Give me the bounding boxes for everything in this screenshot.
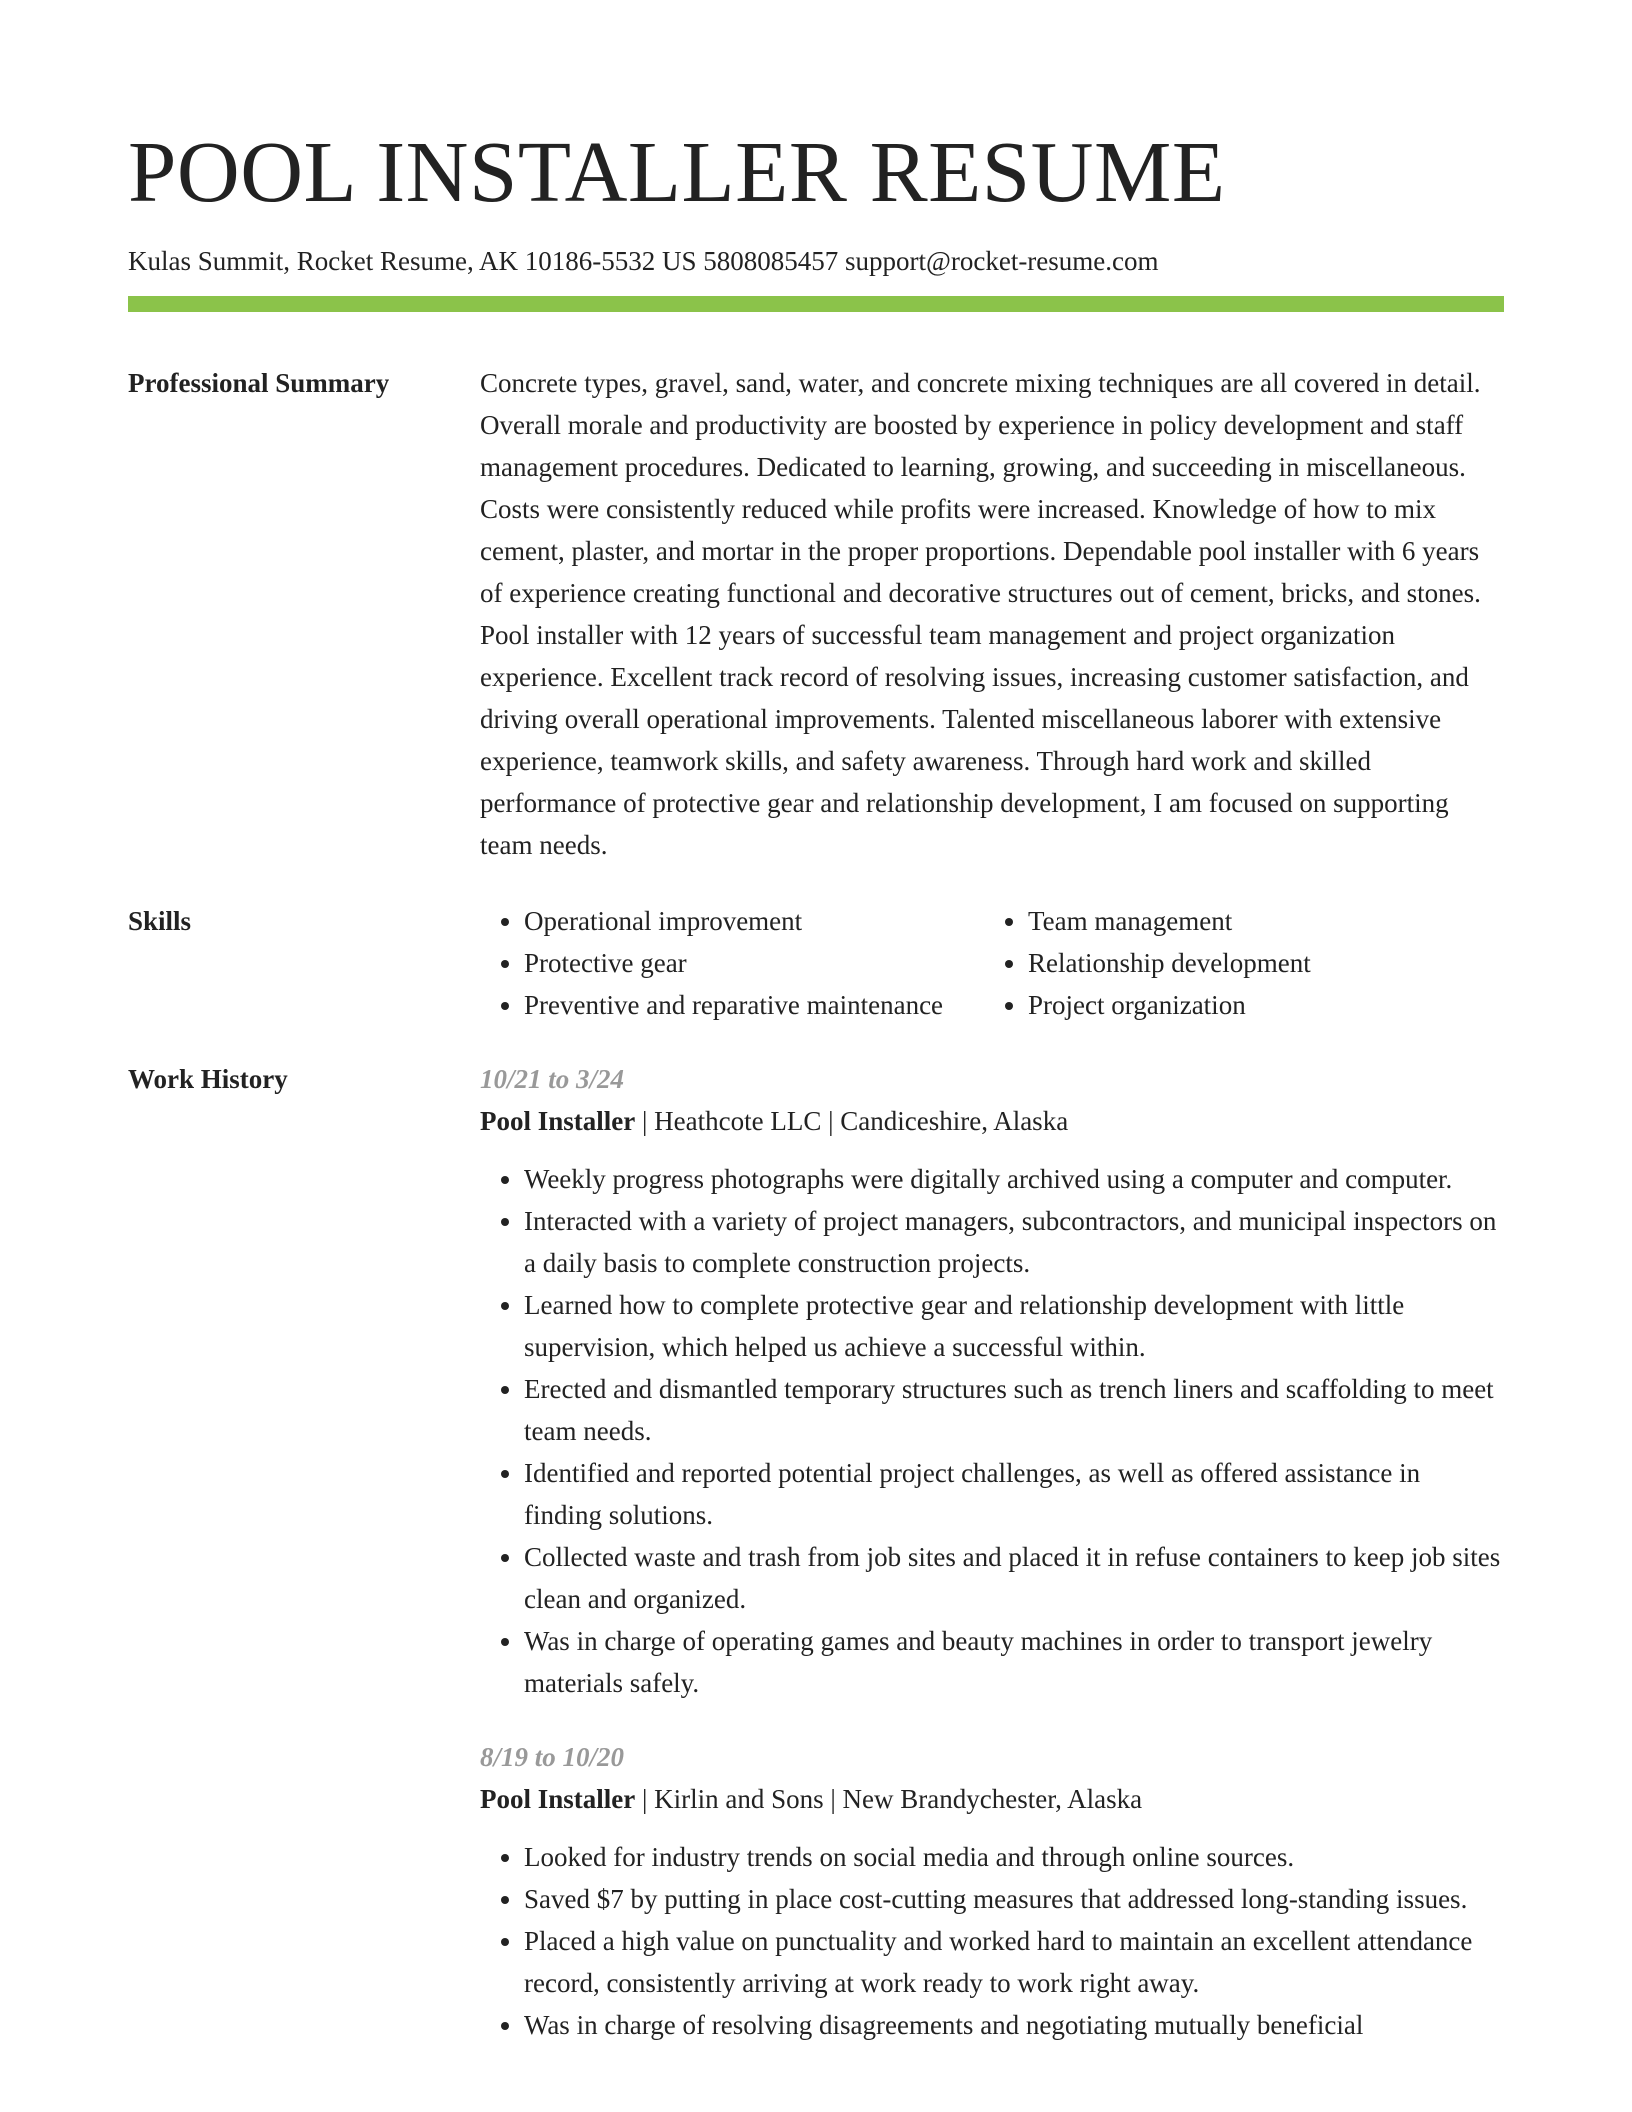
job-bullet: • Learned how to complete protective gear and relationship development with little supervision, which helped us achieve a successful within. — [524, 1284, 1504, 1368]
summary-section — [128, 362, 1504, 866]
job-bullet: • Identified and reported potential project challenges, as well as offered assistance in finding solutions. — [524, 1452, 1504, 1536]
header-divider — [128, 296, 1504, 312]
skills-column-2 — [984, 900, 1504, 1026]
job-entry — [480, 1736, 1504, 2046]
resume-page — [128, 0, 1504, 2046]
skill-item: • Relationship development — [1028, 942, 1504, 984]
job-bullet: • Was in charge of resolving disagreements and negotiating mutually beneficial — [524, 2004, 1504, 2046]
work-history-list — [480, 1058, 1504, 2046]
skills-list — [480, 900, 1504, 1026]
contact-line: Kulas Summit, Rocket Resume, AK 10186-5532 US 5808085457 support@rocket-resume.com — [128, 246, 1159, 276]
summary-label: Professional Summary — [128, 368, 390, 398]
work-history-section — [128, 1058, 1504, 2046]
job-entry — [480, 1058, 1504, 1704]
skill-item: • Preventive and reparative maintenance — [524, 984, 984, 1026]
job-title: Pool Installer — [480, 1784, 636, 1814]
summary-text: Concrete types, gravel, sand, water, and concrete mixing techniques are all covered in detail. Overall morale and productivity are boosted by experience in policy development and staff management procedures. Dedicated to learning, growing, and succeeding in miscellaneous. Costs were consistently reduced while profits were increased. Knowledge of how to mix cement, plaster, and mortar in the proper proportions. Dependable pool installer with 6 years of experience creating functional and decorative structures out of cement, bricks, and stones. Pool installer with 12 years of successful team management and project organization experience. Excellent track record of resolving issues, increasing customer satisfaction, and driving overall operational improvements. Talented miscellaneous laborer with extensive experience, teamwork skills, and safety awareness. Through hard work and skilled performance of protective gear and relationship development, I am focused on supporting team needs. — [480, 368, 1481, 860]
job-dates: 10/21 to 3/24 — [480, 1064, 625, 1094]
skills-label: Skills — [128, 906, 192, 936]
job-bullets — [480, 1836, 1504, 2046]
job-heading — [480, 1778, 1504, 1820]
job-bullet: • Interacted with a variety of project managers, subcontractors, and municipal inspectors on a daily basis to complete construction projects. — [524, 1200, 1504, 1284]
job-bullet: • Collected waste and trash from job sites and placed it in refuse containers to keep job sites clean and organized. — [524, 1536, 1504, 1620]
job-dates: 8/19 to 10/20 — [480, 1742, 625, 1772]
work-history-label: Work History — [128, 1064, 288, 1094]
job-details: | Kirlin and Sons | New Brandychester, Alaska — [635, 1784, 1143, 1814]
page-title: POOL INSTALLER RESUME — [128, 123, 1226, 220]
skill-item: • Team management — [1028, 900, 1504, 942]
job-bullets — [480, 1158, 1504, 1704]
job-bullet: • Placed a high value on punctuality and worked hard to maintain an excellent attendance record, consistently arriving at work ready to work right away. — [524, 1920, 1504, 2004]
skills-section — [128, 900, 1504, 1026]
job-bullet: • Erected and dismantled temporary structures such as trench liners and scaffolding to meet team needs. — [524, 1368, 1504, 1452]
job-title: Pool Installer — [480, 1106, 636, 1136]
job-details: | Heathcote LLC | Candiceshire, Alaska — [635, 1106, 1069, 1136]
skill-item: • Protective gear — [524, 942, 984, 984]
skills-column-1 — [480, 900, 984, 1026]
job-bullet: • Saved $7 by putting in place cost-cutting measures that addressed long-standing issues. — [524, 1878, 1504, 1920]
job-bullet: • Looked for industry trends on social media and through online sources. — [524, 1836, 1504, 1878]
job-bullet: • Weekly progress photographs were digitally archived using a computer and computer. — [524, 1158, 1504, 1200]
skill-item: • Project organization — [1028, 984, 1504, 1026]
job-heading — [480, 1100, 1504, 1142]
skill-item: • Operational improvement — [524, 900, 984, 942]
job-bullet: • Was in charge of operating games and beauty machines in order to transport jewelry materials safely. — [524, 1620, 1504, 1704]
